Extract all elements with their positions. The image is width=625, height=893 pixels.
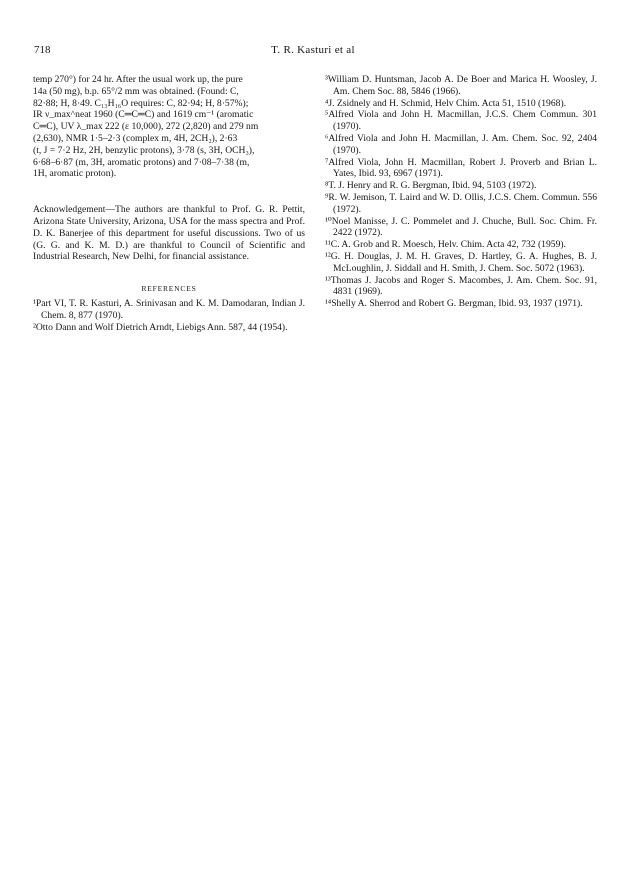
reference-item: ¹³Thomas J. Jacobs and Roger S. Macombes, J. Am. Chem. Soc. 91, 4831 (1969). [325, 274, 597, 298]
experimental-text [33, 74, 305, 180]
reference-item: ⁸T. J. Henry and R. G. Bergman, Ibid. 94, 5103 (1972). [325, 180, 537, 192]
reference-item: ⁹R. W. Jemison, T. Laird and W. D. Ollis, J.C.S. Chem. Commun. 556 (1972). [325, 191, 597, 215]
page-number: 718 [34, 44, 51, 56]
reference-item: ¹Part VI, T. R. Kasturi, A. Srinivasan and K. M. Damodaran, Indian J. Chem. 8, 877 (1970). [33, 297, 305, 321]
text-line: IR ν_max^neat 1960 (C═C═C) and 1619 cm⁻¹ (aromatic [33, 109, 254, 121]
acknowledgement: Acknowledgement—The authors are thankful to Prof. G. R. Pettit, Arizona State University, Arizona, USA for the mass spectra and Prof. D. K. Banerjee of this department for useful discussions. Two of us (G. G. and K. M. D.) are thankful to Council of Scientific and Industrial Research, New Delhi, for financial assistance. [33, 204, 305, 263]
running-head: T. R. Kasturi et al [271, 44, 355, 56]
text-line: (2,630), NMR 1·5–2·3 (complex m, 4H, 2CH₂), 2·63 [33, 132, 238, 144]
left-column [33, 74, 305, 333]
text-line: 6·68–6·87 (m, 3H, aromatic protons) and 7·08–7·38 (m, [33, 156, 250, 168]
text-line: 14a (50 mg), b.p. 65°/2 mm was obtained. (Found: C, [33, 85, 239, 97]
text-line: 1H, aromatic proton). [33, 168, 117, 180]
right-column [325, 74, 597, 310]
reference-item: ⁶Alfred Viola and John H. Macmillan, J. Am. Chem. Soc. 92, 2404 (1970). [325, 132, 597, 156]
reference-item: ²Otto Dann and Wolf Dietrich Arndt, Liebigs Ann. 587, 44 (1954). [33, 321, 288, 333]
reference-item: ¹²G. H. Douglas, J. M. H. Graves, D. Hartley, G. A. Hughes, B. J. McLoughlin, J. Siddall and H. Smith, J. Chem. Soc. 5072 (1963). [325, 250, 597, 274]
text-line: C═C), UV λ_max 222 (ε 10,000), 272 (2,820) and 279 nm [33, 121, 259, 133]
reference-item: ¹⁰Noel Manisse, J. C. Pommelet and J. Chuche, Bull. Soc. Chim. Fr. 2422 (1972). [325, 215, 597, 239]
reference-item: ⁴J. Zsidnely and H. Schmid, Helv Chim. Acta 51, 1510 (1968). [325, 97, 567, 109]
text-line: 82·88; H, 8·49. C₁₃H₁₆O requires: C, 82·94; H, 8·57%); [33, 97, 249, 109]
reference-item: ³William D. Huntsman, Jacob A. De Boer and Marica H. Woosley, J. Am. Chem Soc. 88, 5846 (1966). [325, 74, 597, 97]
reference-item: ⁵Alfred Viola and John H. Macmillan, J.C.S. Chem Commun. 301 (1970). [325, 109, 597, 133]
text-line: (t, J = 7·2 Hz, 2H, benzylic protons), 3·78 (s, 3H, OCH₃), [33, 144, 255, 156]
references-heading: REFERENCES [141, 284, 197, 294]
reference-item: ¹⁴Shelly A. Sherrod and Robert G. Bergman, Ibid. 93, 1937 (1971). [325, 298, 583, 310]
reference-item: ⁷Alfred Viola, John H. Macmillan, Robert J. Proverb and Brian L. Yates, Ibid. 93, 6967 (1971). [325, 156, 597, 180]
page-header [30, 44, 596, 60]
text-line: temp 270°) for 24 hr. After the usual work up, the pure [33, 74, 243, 85]
reference-item: ¹¹C. A. Grob and R. Moesch, Helv. Chim. Acta 42, 732 (1959). [325, 239, 566, 251]
